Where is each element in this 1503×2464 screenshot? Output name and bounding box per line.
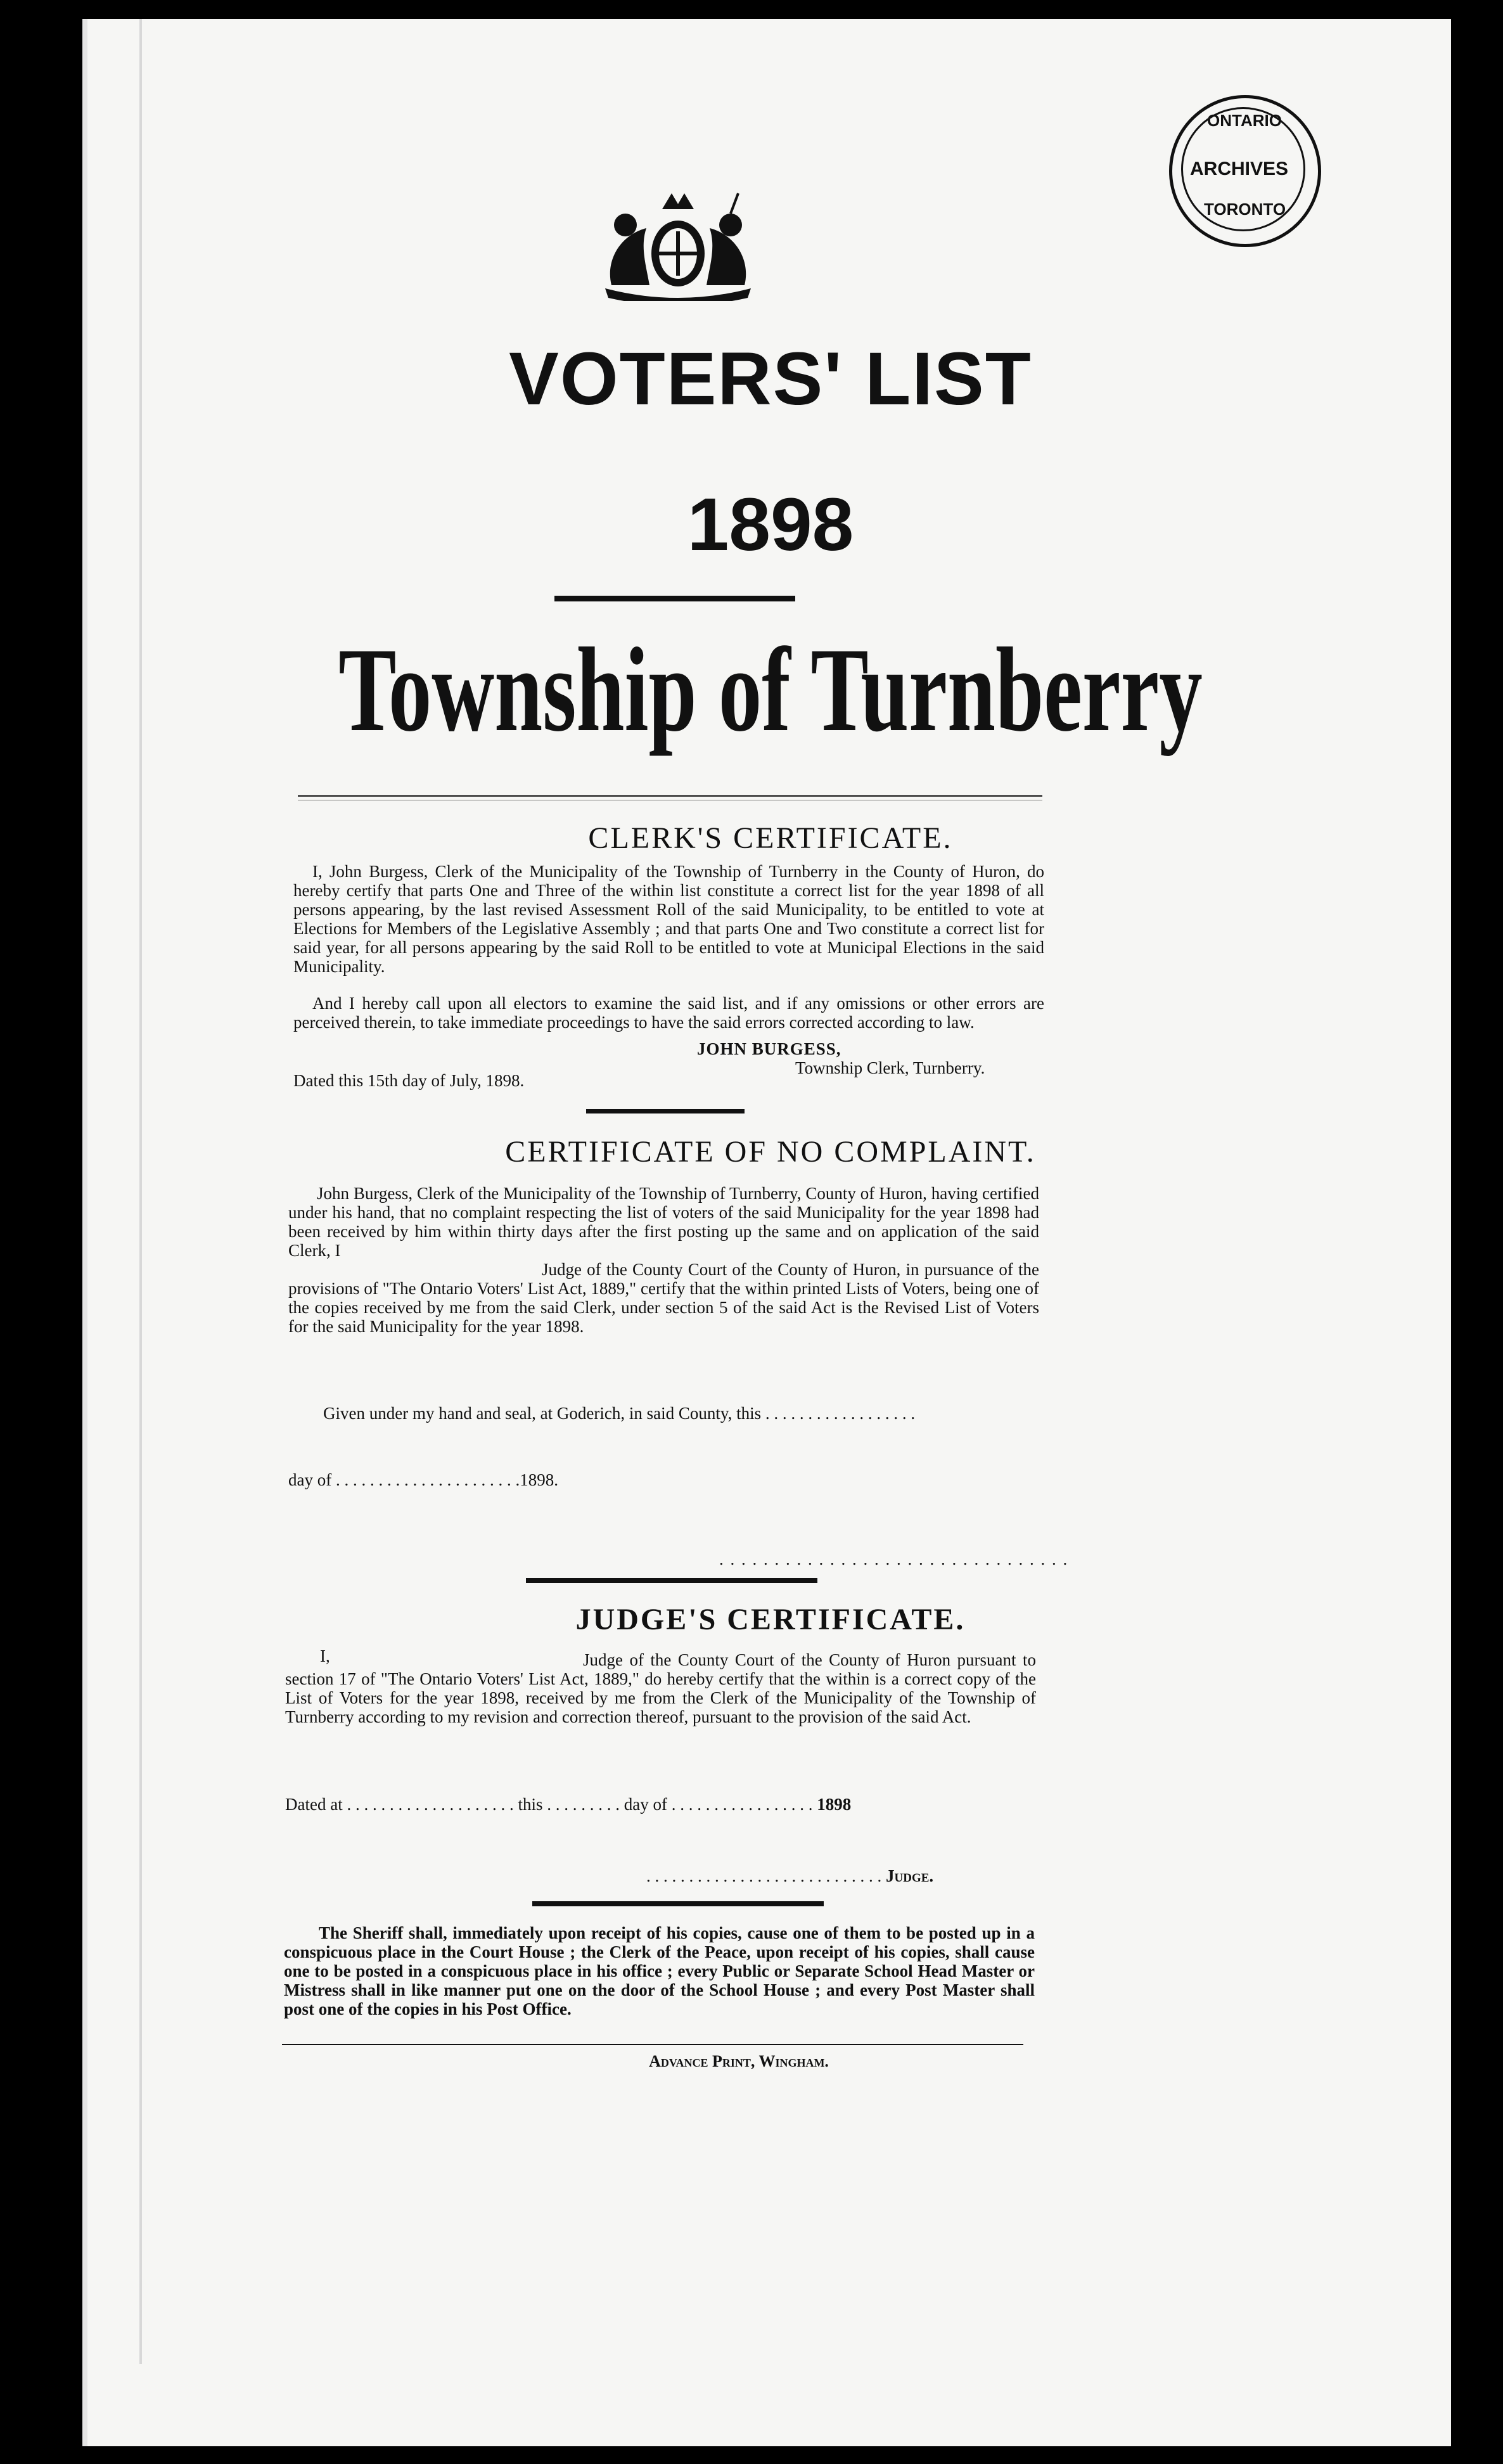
blank-field: . . . . . . . . . . . . . . . . . . . . . . . . . . . . [646,1866,886,1885]
divider [526,1578,817,1583]
signature-blank-line: . . . . . . . . . . . . . . . . . . . . . . . . . . . . . . . . [719,1550,1069,1569]
divider-thin [282,2044,1023,2045]
no-complaint-heading: CERTIFICATE OF NO COMPLAINT. [505,1135,1036,1169]
divider [586,1109,745,1113]
this-text: this [518,1795,543,1814]
judge-certificate-heading: JUDGE'S CERTIFICATE. [575,1603,966,1636]
blank-field: . . . . . . . . . [542,1795,624,1814]
blank-field: . . . . . . . . . . . . . . . . . . . . [342,1795,518,1814]
sheriff-notice: The Sheriff shall, immediately upon receipt of his copies, cause one of them to be posted up in a conspicuous place in the Court House ; the Clerk of the Peace, upon receipt of his copies, shall cause one to be posted in a conspicuous place in his office ; every Public or Separate School Head Master or Mistress shall in like manner put one on the door of the School House ; and every Post Master shall post one of the copies in his Post Office. [284,1923,1035,2018]
clerk-signature-title: Township Clerk, Turnberry. [795,1058,985,1077]
year-text: 1898 [817,1795,852,1814]
blank-field: . . . . . . . . . . . . . . . . . . [761,1404,916,1423]
document-year: 1898 [687,483,854,567]
judge-label: Judge. [886,1866,934,1885]
divider-thin [298,795,1042,797]
clerk-certificate-heading: CLERK'S CERTIFICATE. [588,821,953,855]
judge-certificate-lead: I, [320,1646,330,1665]
judge-certificate-paragraph: Judge of the County Court of the County of Huron pursuant to section 17 of "The Ontario Voters' List Act, 1889," do hereby certify that the within is a correct copy of the List of Voters for the year 1898, received by me from the Clerk of the Municipality of the Township of Turnberry according to my revision and correction thereof, pursuant to the provision of the said Act. [285,1650,1036,1726]
no-complaint-paragraph-2: Judge of the County Court of the County of Huron, in pursuance of the provisions of "The Ontario Voters' List Act, 1889," certify that the within printed Lists of Voters, being one of the copies received by me from the said Clerk, under section 5 of the said Act is the Revised List of Voters for the said Municipality for the year 1898. [288,1260,1039,1336]
stamp-text-top: ONTARIO [1207,111,1282,130]
judge-signature-line [646,1866,933,1886]
clerk-dated-line: Dated this 15th day of July, 1898. [293,1071,525,1090]
clerk-signature: JOHN BURGESS, [697,1039,841,1058]
printer-credit: Advance Print, Wingham. [649,2052,829,2070]
divider [554,596,795,601]
stamp-text-bottom: TORONTO [1204,200,1286,219]
dated-at-text: Dated at [285,1795,343,1814]
coat-of-arms-icon [586,190,770,301]
day-of-text: day of [288,1470,332,1489]
given-under-hand-text: Given under my hand and seal, at Goderich, in said County, this [323,1404,762,1423]
blank-field: . . . . . . . . . . . . . . . . . . . . . . [331,1470,520,1489]
day-of-line [288,1470,558,1490]
stamp-text-middle: ARCHIVES [1190,158,1289,179]
year-suffix-text: 1898. [520,1470,558,1489]
township-name: Township of Turnberry [338,624,1203,757]
clerk-certificate-paragraph-2: And I hereby call upon all electors to examine the said list, and if any omissions or other errors are perceived therein, to take immediate proceedings to have the said errors corrected according to law. [293,994,1044,1032]
divider [532,1901,824,1906]
given-under-hand-line [323,1404,915,1423]
document-title: VOTERS' LIST [509,337,1032,421]
blank-field: . . . . . . . . . . . . . . . . . [667,1795,817,1814]
archives-stamp [1169,95,1321,247]
judge-dated-line [285,1795,851,1814]
no-complaint-paragraph-1: John Burgess, Clerk of the Municipality of the Township of Turnberry, County of Huron, having certified under his hand, that no complaint respecting the list of voters of the said Municipality for the year 1898 had been received by him within thirty days after the first posting up the same and on application of the said Clerk, I [288,1184,1039,1260]
day-of-text: day of [624,1795,667,1814]
clerk-certificate-paragraph-1: I, John Burgess, Clerk of the Municipality of the Township of Turnberry in the County of Huron, do hereby certify that parts One and Three of the within list constitute a correct list for the year 1898 of all persons appearing, by the last revised Assessment Roll of the said Municipality, to be entitled to vote at Elections for Members of the Legislative Assembly ; and that parts One and Two constitute a correct list for said year, for all persons appearing by the said Roll to be entitled to vote at Municipal Elections in the said Municipality. [293,862,1044,976]
